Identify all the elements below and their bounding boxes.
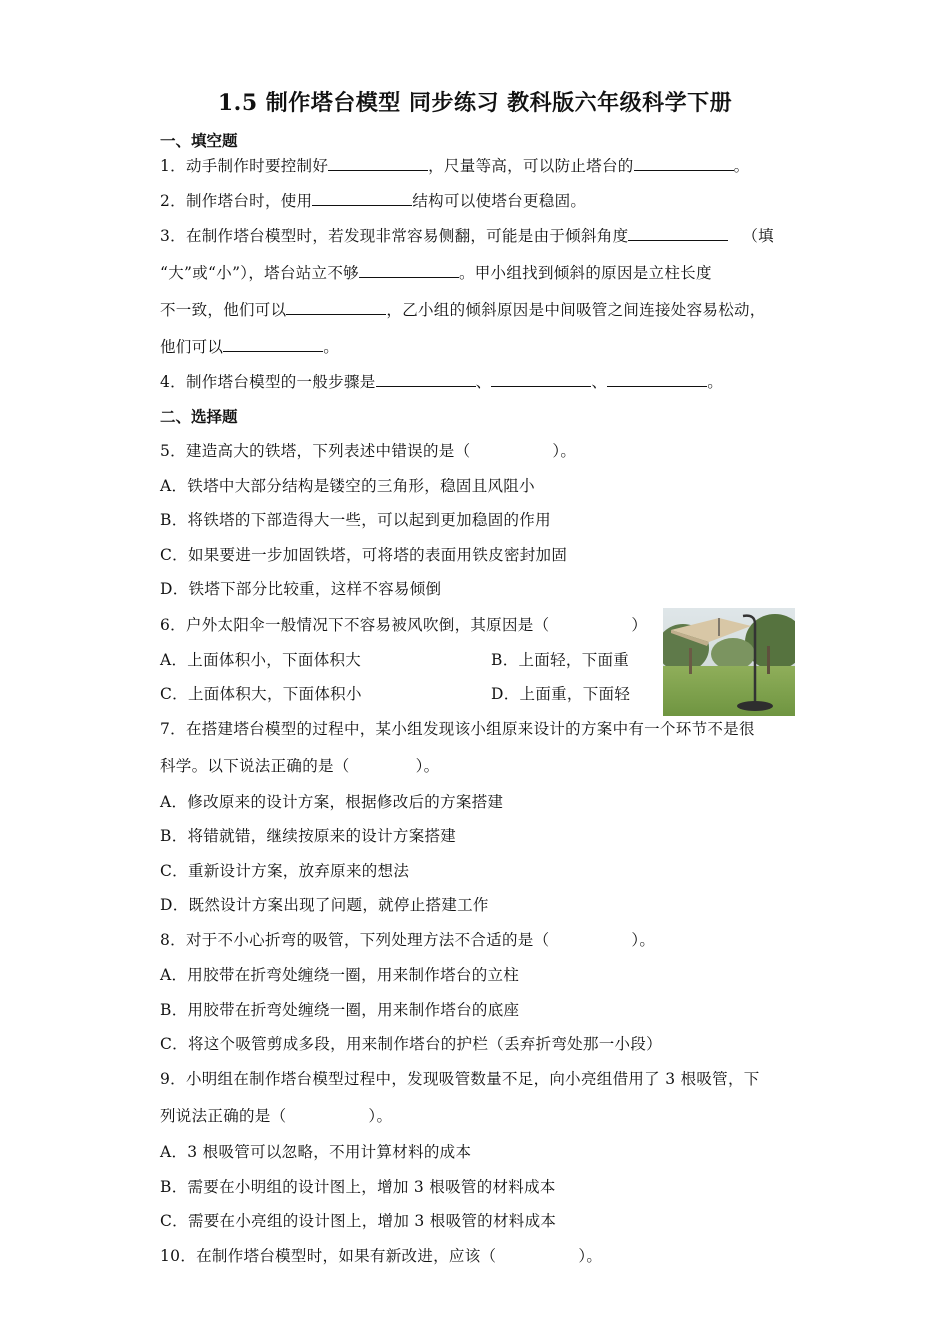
question-7-line-2: 科学。以下说法正确的是（ ）。 — [160, 757, 440, 775]
q8-option-c[interactable]: C．将这个吸管剪成多段，用来制作塔台的护栏（丢弃折弯处那一小段） — [160, 1035, 662, 1053]
q9-option-b[interactable]: B．需要在小明组的设计图上，增加 3 根吸管的材料成本 — [160, 1178, 556, 1196]
answer-blank[interactable] — [607, 372, 707, 387]
q6-option-b[interactable]: B．上面轻，下面重 — [491, 651, 630, 669]
question-3-line-4: 他们可以 。 — [160, 338, 340, 356]
question-8-stem: 8．对于不小心折弯的吸管，下列处理方法不合适的是（ ）。 — [160, 931, 656, 949]
question-9-line-1: 9．小明组在制作塔台模型过程中，发现吸管数量不足，向小亮组借用了 3 根吸管，下 — [160, 1070, 760, 1088]
q7-option-d[interactable]: D．既然设计方案出现了问题，就停止搭建工作 — [160, 896, 489, 914]
section-fill-heading: 一、填空题 — [160, 131, 238, 150]
question-5-stem: 5．建造高大的铁塔，下列表述中错误的是（ ）。 — [160, 442, 577, 460]
question-6-stem: 6．户外太阳伞一般情况下不容易被风吹倒，其原因是（ ） — [160, 616, 648, 634]
answer-blank[interactable] — [223, 337, 323, 352]
q8-option-b[interactable]: B．用胶带在折弯处缠绕一圈，用来制作塔台的底座 — [160, 1001, 520, 1019]
answer-blank[interactable] — [359, 263, 459, 278]
question-10-stem: 10．在制作塔台模型时，如果有新改进，应该（ ）。 — [160, 1247, 603, 1265]
q6-option-d[interactable]: D．上面重，下面轻 — [491, 685, 631, 703]
answer-blank[interactable] — [286, 300, 386, 315]
q5-option-d[interactable]: D．铁塔下部分比较重，这样不容易倾倒 — [160, 580, 442, 598]
q5-option-b[interactable]: B．将铁塔的下部造得大一些，可以起到更加稳固的作用 — [160, 511, 551, 529]
question-9-line-2: 列说法正确的是（ ）。 — [160, 1107, 393, 1125]
q9-option-c[interactable]: C．需要在小亮组的设计图上，增加 3 根吸管的材料成本 — [160, 1212, 557, 1230]
q7-option-a[interactable]: A．修改原来的设计方案，根据修改后的方案搭建 — [160, 793, 504, 811]
answer-blank[interactable] — [376, 372, 476, 387]
q7-option-b[interactable]: B．将错就错，继续按原来的设计方案搭建 — [160, 827, 457, 845]
question-3-line-1: 3．在制作塔台模型时，若发现非常容易侧翻，可能是由于倾斜角度 （填 — [160, 227, 774, 245]
q7-option-c[interactable]: C．重新设计方案，放弃原来的想法 — [160, 862, 410, 880]
section-choice-heading: 二、选择题 — [160, 407, 238, 426]
question-3-line-3: 不一致，他们可以 ，乙小组的倾斜原因是中间吸管之间连接处容易松动， — [160, 301, 766, 319]
q6-option-a[interactable]: A．上面体积小，下面体积大 — [160, 651, 362, 669]
answer-blank[interactable] — [328, 156, 428, 171]
q5-option-c[interactable]: C．如果要进一步加固铁塔，可将塔的表面用铁皮密封加固 — [160, 546, 568, 564]
q9-option-a[interactable]: A．3 根吸管可以忽略，不用计算材料的成本 — [160, 1143, 472, 1161]
question-3-line-2: “大”或“小”），塔台站立不够 。甲小组找到倾斜的原因是立柱长度 — [160, 264, 712, 282]
answer-blank[interactable] — [312, 191, 412, 206]
answer-blank[interactable] — [628, 226, 728, 241]
question-2: 2．制作塔台时，使用 结构可以使塔台更稳固。 — [160, 192, 587, 210]
page-title: 1.5 制作塔台模型 同步练习 教科版六年级科学下册 — [217, 90, 733, 116]
question-1: 1．动手制作时要控制好 ，尺量等高，可以防止塔台的 。 — [160, 157, 750, 175]
answer-blank[interactable] — [634, 156, 734, 171]
q5-option-a[interactable]: A．铁塔中大部分结构是镂空的三角形，稳固且风阻小 — [160, 477, 535, 495]
patio-umbrella-photo — [663, 608, 795, 716]
question-7-line-1: 7．在搭建塔台模型的过程中，某小组发现该小组原来设计的方案中有一个环节不是很 — [160, 720, 755, 738]
question-4: 4．制作塔台模型的一般步骤是 、 、 。 — [160, 373, 723, 391]
answer-blank[interactable] — [491, 372, 591, 387]
q6-option-c[interactable]: C．上面体积大，下面体积小 — [160, 685, 362, 703]
q8-option-a[interactable]: A．用胶带在折弯处缠绕一圈，用来制作塔台的立柱 — [160, 966, 520, 984]
